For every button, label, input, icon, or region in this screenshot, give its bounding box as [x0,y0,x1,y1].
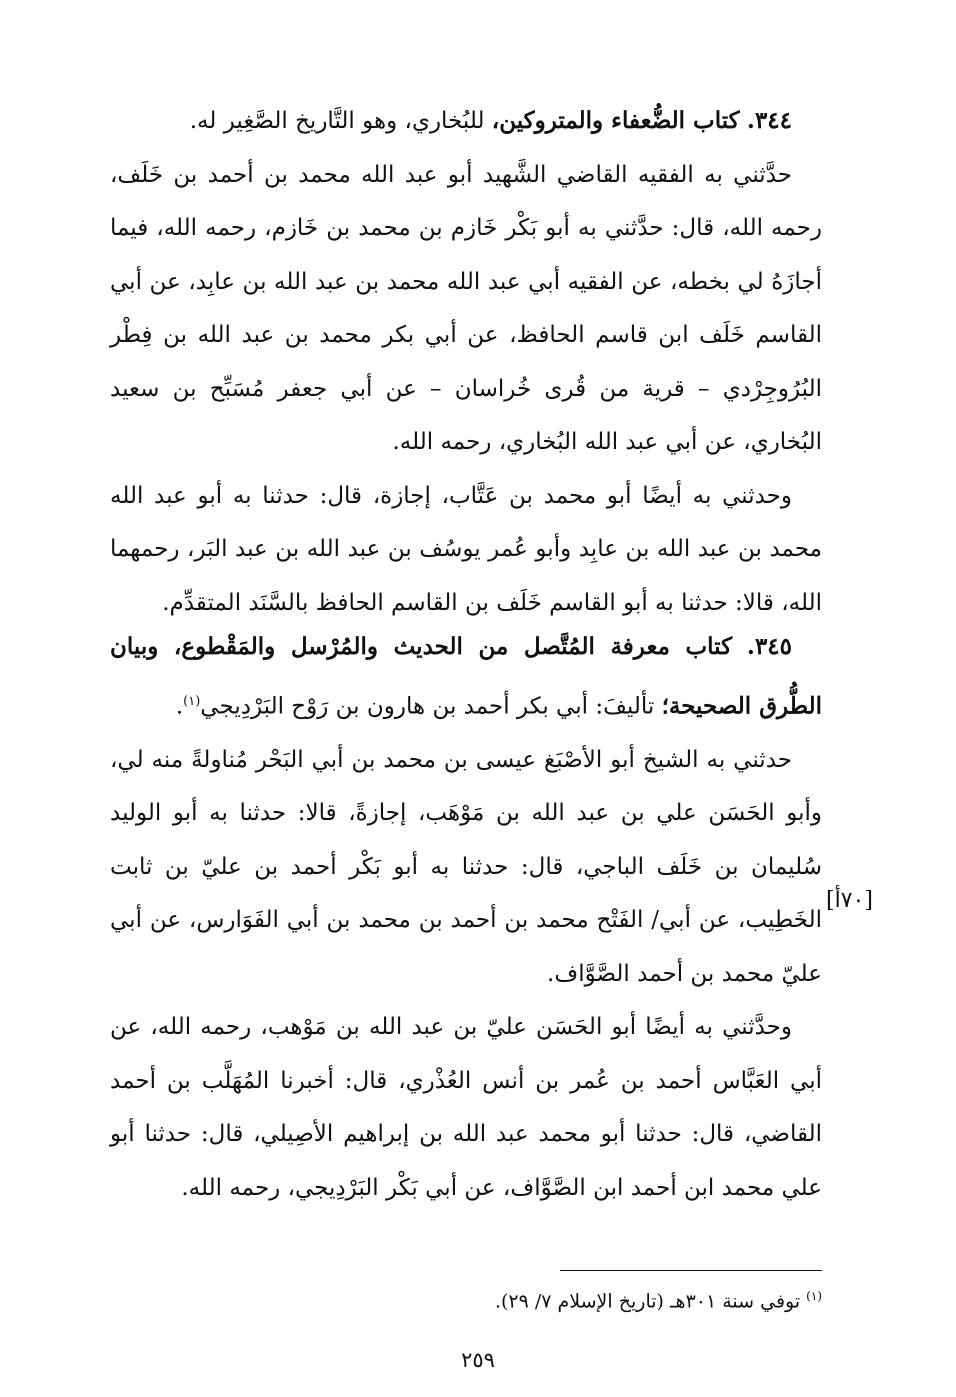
footnote [110,1278,822,1319]
page-number: ٢٥٩ [461,1348,495,1372]
manuscript-folio-reference: [٧٠أ] [826,888,873,913]
footnote-number: (١) [806,1289,822,1303]
entry-title: كتاب الضُّعفاء والمتروكين، [491,107,740,134]
entry-heading [110,620,822,734]
paragraph: وحدَّثني به أيضًا أبو الحَسَن عليّ بن عبد الله بن مَوْهب، رحمه الله، عن أبي العَبَّاس أحمد بن عُمر بن أنس العُذْري، قال: أخبرنا المُهَلَّب بن أحمد القاضي، قال: حدثنا أبو محمد عبد الله بن إبراهيم الأصِيلي، قال: حدثنا أبو علي محمد ابن أحمد ابن الصَّوَّاف، عن أبي بَكْر البَرْدِيجي، رحمه الله. [110,1014,822,1201]
entry-345 [110,620,822,1215]
entry-344 [110,94,822,630]
paragraph: حدثني به الشيخ أبو الأصْبَغ عيسى بن محمد بن أبي البَحْر مُناولةً منه لي، وأبو الحَسَن علي بن عبد الله بن مَوْهَب، إجازةً، قالا: حدثنا به أبو الوليد سُليمان بن خَلَف الباجي، قال: حدثنا به أبو بَكْر أحمد بن عليّ بن ثابت الخَطِيب، عن أبي/ الفَتْح محمد بن أحمد بن محمد بن أبي الفَوَارس، عن أبي عليّ محمد بن أحمد الصَّوَّاف. [110,746,822,987]
footnote-marker[interactable]: (١) [183,693,201,709]
footnote-text: توفي سنة ٣٠١هـ (تاريخ الإسلام ٧/ ٢٩). [494,1290,807,1313]
entry-title: كتاب معرفة المُتَّصل من الحديث والمُرْسل والمَقْطوع، وبيان الطُّرق الصحيحة؛ [110,633,822,720]
entry-number: ٣٤٤. [746,107,792,134]
entry-heading [110,94,822,149]
entry-heading-rest: للبُخاري، وهو التَّاريخ الصَّغِير له. [189,108,492,134]
paragraph: وحدثني به أيضًا أبو محمد بن عَتَّاب، إجازة، قال: حدثنا به أبو عبد الله محمد بن عبد الله بن عابِد وأبو عُمر يوسُف بن عبد الله بن عبد البَر، رحمهما الله، قالا: حدثنا به أبو القاسم خَلَف بن القاسم الحافظ بالسَّنَد المتقدِّم. [110,482,822,616]
paragraph: حدَّثني به الفقيه القاضي الشَّهيد أبو عبد الله محمد بن أحمد بن خَلَف، رحمه الله، قال: حدَّثني به أبو بَكْر خَازم بن محمد بن خَازم، رحمه الله، فيما أجازَهُ لي بخطه، عن الفقيه أبي عبد الله محمد بن عبد الله بن عابِد، عن أبي القاسم خَلَف ابن قاسم الحافظ، عن أبي بكر محمد بن عبد الله بن فِطْر البُرُوجِرْدي – قرية من قُرى خُراسان – عن أبي جعفر مُسَبِّح بن سعيد البُخاري، عن أبي عبد الله البُخاري، رحمه الله. [110,161,822,455]
entry-heading-rest: تأليفَ: أبي بكر أحمد بن هارون بن رَوْح البَرْدِيجي [200,693,662,720]
entry-number: ٣٤٥. [746,633,792,660]
entry-heading-end: . [175,693,184,720]
footnote-separator [560,1270,822,1271]
